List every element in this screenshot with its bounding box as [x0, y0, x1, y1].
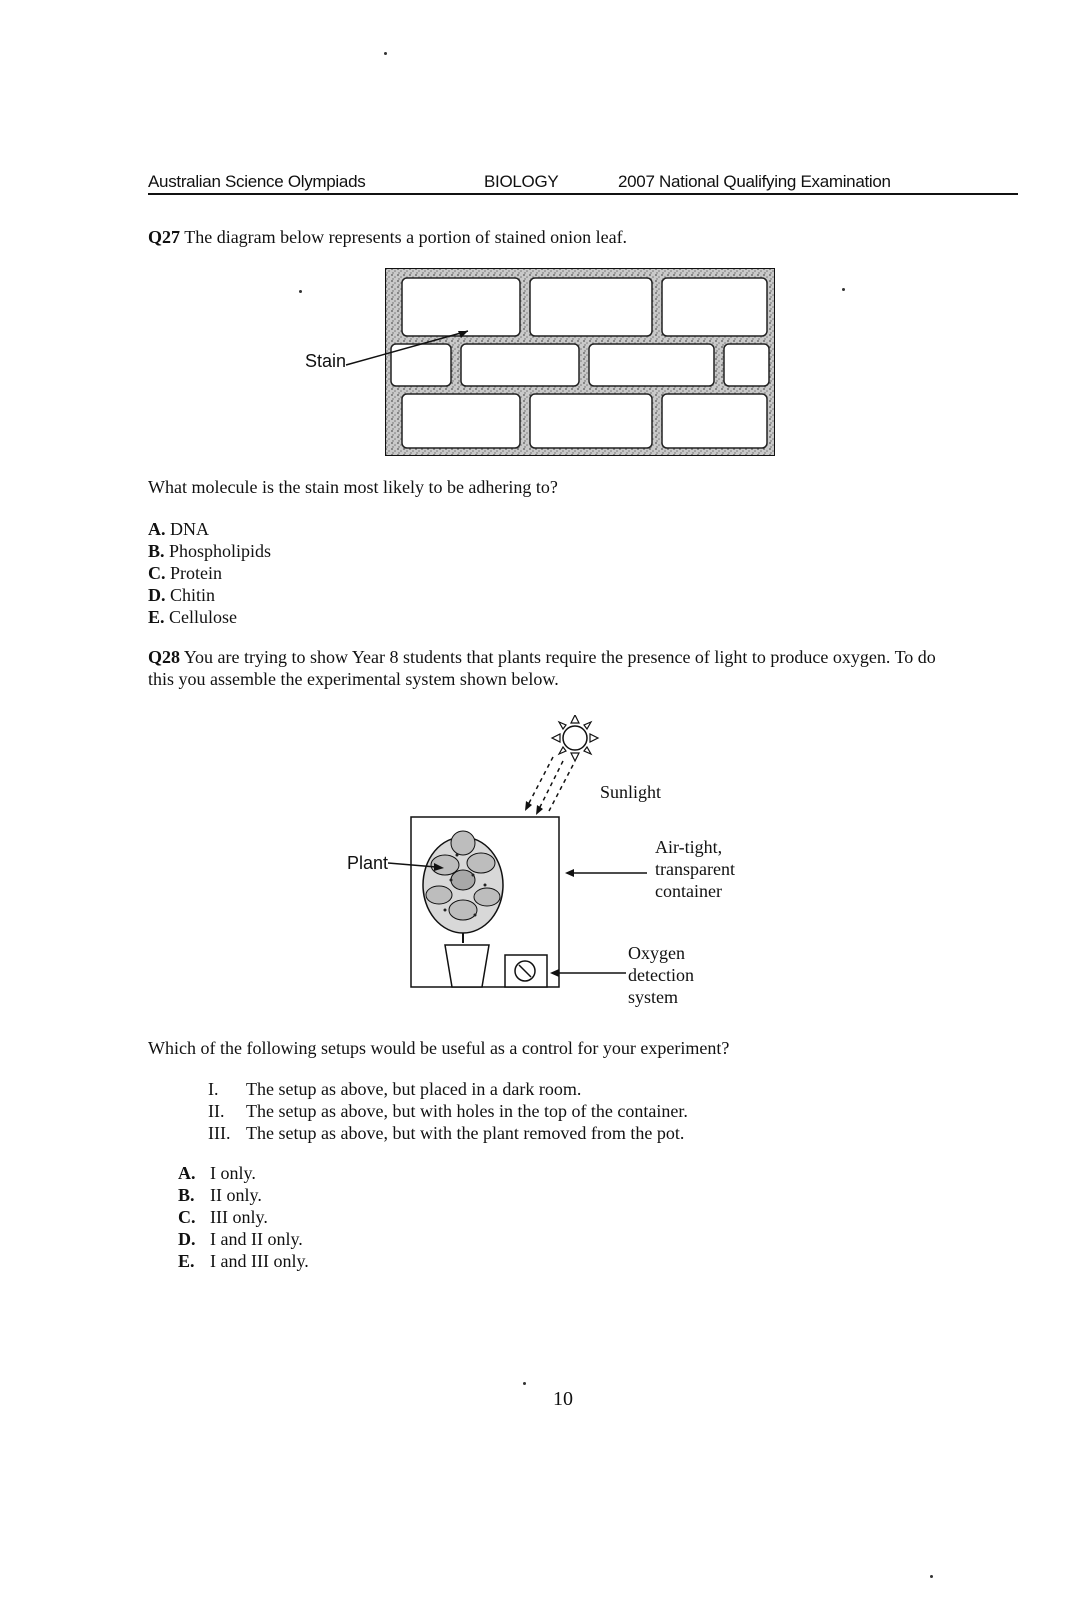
- q27-option-a: [148, 518, 271, 540]
- option-text: Chitin: [170, 585, 216, 605]
- container-label-line: Air-tight,: [655, 837, 723, 857]
- container-pointer-arrow: [565, 866, 647, 880]
- cell: [402, 394, 520, 448]
- q28-option-e: [178, 1250, 309, 1272]
- q28-stem-line2: this you assemble the experimental system shown below.: [148, 669, 559, 689]
- option-letter: E.: [178, 1251, 195, 1271]
- option-letter: B.: [148, 541, 165, 561]
- header-center: BIOLOGY: [484, 172, 559, 191]
- q28-option-c: [178, 1206, 309, 1228]
- cell: [724, 344, 769, 386]
- cell: [662, 394, 767, 448]
- statement-number: II.: [208, 1101, 225, 1121]
- cell: [530, 394, 652, 448]
- stain-label: Stain: [305, 351, 347, 371]
- option-letter: D.: [178, 1229, 196, 1249]
- option-letter: E.: [148, 607, 165, 627]
- plant-pot: [445, 945, 489, 987]
- scan-speck: [930, 1575, 933, 1578]
- plant-pointer-arrow: [388, 855, 446, 875]
- q28-number: Q28: [148, 647, 181, 667]
- q27-option-d: [148, 584, 271, 606]
- q27-number: Q27: [148, 227, 181, 247]
- option-letter: A.: [148, 519, 166, 539]
- oxygen-label: [628, 942, 694, 1008]
- q28-statement: [208, 1122, 688, 1144]
- q27-options: [148, 518, 271, 628]
- q27-option-c: [148, 562, 271, 584]
- container-label-line: transparent: [655, 859, 735, 879]
- sunlight-label: Sunlight: [600, 782, 662, 802]
- statement-text: The setup as above, but with holes in the top of the container.: [246, 1101, 688, 1121]
- oxygen-label-line: system: [628, 987, 679, 1007]
- option-text: Phospholipids: [169, 541, 272, 561]
- q28-options: [178, 1162, 309, 1272]
- q27-question: What molecule is the stain most likely to be adhering to?: [148, 477, 558, 497]
- option-letter: A.: [178, 1163, 196, 1183]
- q27-option-e: [148, 606, 271, 628]
- scan-speck: [384, 52, 387, 55]
- scan-speck: [523, 1382, 526, 1385]
- option-text: Protein: [170, 563, 222, 583]
- option-text: Cellulose: [169, 607, 238, 627]
- statement-number: I.: [208, 1079, 219, 1099]
- q27-option-b: [148, 540, 271, 562]
- q28-option-d: [178, 1228, 309, 1250]
- q28-stem-line1: [148, 646, 1028, 668]
- oxygen-pointer-arrow: [550, 966, 626, 980]
- q28-option-b: [178, 1184, 309, 1206]
- header-rule: [148, 193, 1018, 195]
- option-text: I and III only.: [210, 1251, 309, 1271]
- option-letter: B.: [178, 1185, 195, 1205]
- statement-number: III.: [208, 1123, 231, 1143]
- header-right: 2007 National Qualifying Examination: [618, 172, 891, 191]
- q28-statement: [208, 1100, 688, 1122]
- cell: [662, 278, 767, 336]
- option-text: DNA: [170, 519, 209, 539]
- statement-text: The setup as above, but with the plant removed from the pot.: [246, 1123, 685, 1143]
- oxygen-detector-icon: [505, 955, 547, 987]
- q27-stem-text: The diagram below represents a portion of stained onion leaf.: [184, 227, 628, 247]
- sun-icon: [552, 715, 598, 761]
- scan-speck: [842, 288, 845, 291]
- cell: [589, 344, 714, 386]
- option-text: II only.: [210, 1185, 262, 1205]
- sunlight-rays: [528, 757, 573, 811]
- q28-stem: [148, 646, 1028, 690]
- option-text: I and II only.: [210, 1229, 303, 1249]
- container-label: [655, 836, 735, 902]
- cell: [530, 278, 652, 336]
- q28-stem-text1: You are trying to show Year 8 students that plants require the presence of light to produce oxygen. To do: [183, 647, 936, 667]
- q27-stem: [148, 226, 627, 248]
- q28-statements: [208, 1078, 688, 1144]
- q28-option-a: [178, 1162, 309, 1184]
- header-left: Australian Science Olympiads: [148, 172, 366, 191]
- container-label-line: container: [655, 881, 722, 901]
- plant-icon: [423, 831, 503, 943]
- option-letter: C.: [148, 563, 166, 583]
- page-number: 10: [553, 1388, 573, 1410]
- oxygen-label-line: Oxygen: [628, 943, 685, 963]
- option-letter: C.: [178, 1207, 196, 1227]
- oxygen-label-line: detection: [628, 965, 694, 985]
- option-text: III only.: [210, 1207, 268, 1227]
- option-letter: D.: [148, 585, 166, 605]
- stain-pointer-arrow: [340, 325, 480, 375]
- statement-text: The setup as above, but placed in a dark room.: [246, 1079, 582, 1099]
- plant-label: Plant: [347, 853, 389, 873]
- q28-question: Which of the following setups would be useful as a control for your experiment?: [148, 1038, 730, 1058]
- scan-speck: [299, 290, 302, 293]
- option-text: I only.: [210, 1163, 256, 1183]
- q28-statement: [208, 1078, 688, 1100]
